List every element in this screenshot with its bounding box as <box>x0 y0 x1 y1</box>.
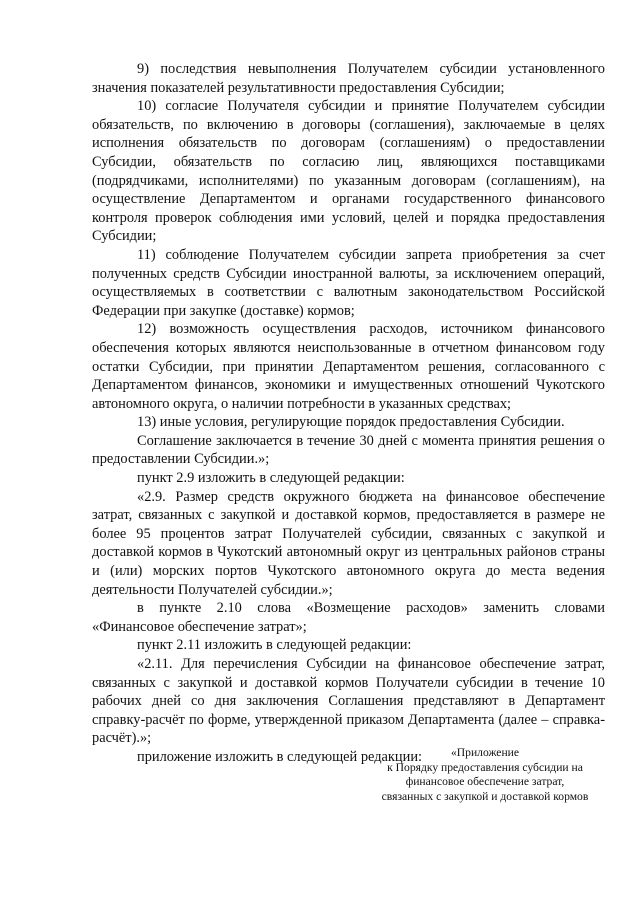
paragraph-item-9: 9) последствия невыполнения Получателем субсидии установленного значения показателей результативности предоставления Субсидии; <box>92 61 605 96</box>
paragraph-clause-2-11: «2.11. Для перечисления Субсидии на финансовое обеспечение затрат, связанных с закупкой и доставкой кормов Получатели субсидии в течение 10 рабочих дней со дня заключения Соглашения представляют в Департамент справку-расчёт по форме, утвержденной приказом Департамента (далее – справка-расчёт).»; <box>92 656 605 747</box>
paragraph-clause-2-9: «2.9. Размер средств окружного бюджета на финансовое обеспечение затрат, связанных с закупкой и доставкой кормов, предоставляется в размере не более 95 процентов затрат Получателей субсидии, связанных с закупкой и доставкой кормов в Чукотский автономный округ из центральных районов страны и (или) морских портов Чукотского автономного округа до места ведения деятельности Получателей субсидии.»; <box>92 488 605 598</box>
paragraph-agreement-term: Соглашение заключается в течение 30 дней с момента принятия решения о предоставлении Субсидии.»; <box>92 432 605 468</box>
paragraph-amend-2-11: пункт 2.11 изложить в следующей редакции: <box>137 637 412 654</box>
appendix-header-line: «Приложение <box>450 746 520 759</box>
appendix-header <box>330 746 640 804</box>
paragraph-item-12: 12) возможность осуществления расходов, источником финансового обеспечения которых являются неиспользованные в отчетном финансовом году остатки Субсидии, при принятии Департаментом решения, согласованного с Департаментом финансов, экономики и имущественных отношений Чукотского автономного округа, о наличии потребности в указанных средствах; <box>92 321 605 412</box>
appendix-header-line: к Порядку предоставления субсидии на <box>387 760 583 774</box>
paragraph-amend-2-10: в пункте 2.10 слова «Возмещение расходов» заменить словами «Финансовое обеспечение затрат»; <box>92 600 605 635</box>
document-body <box>92 60 605 767</box>
paragraph-item-13: 13) иные условия, регулирующие порядок предоставления Субсидии. <box>137 414 565 431</box>
paragraph-amend-2-9: пункт 2.9 изложить в следующей редакции: <box>137 470 405 487</box>
paragraph-item-11: 11) соблюдение Получателем субсидии запрета приобретения за счет полученных средств Субсидии иностранной валюты, за исключением операций, осуществляемых в соответствии с валютным законодательством Российской Федерации при закупке (доставке) кормов; <box>92 246 605 319</box>
appendix-header-line: финансовое обеспечение затрат, <box>405 775 565 789</box>
paragraph-item-10: 10) согласие Получателя субсидии и принятие Получателем субсидии обязательств, по включению в договоры (соглашения), заключаемые в целях исполнения обязательств по договорам (соглашениям) о предоставлении Субсидии, обязательств по согласию лиц, являющихся поставщиками (подрядчиками, исполнителями) по указанным договорам (соглашениям), на осуществление Департаментом и органами государственного финансового контроля проверок соблюдения ими условий, целей и порядка предоставления Субсидии; <box>92 98 605 245</box>
paragraph-amend-appendix: приложение изложить в следующей редакции: <box>137 748 423 765</box>
appendix-header-line: связанных с закупкой и доставкой кормов <box>381 789 589 803</box>
